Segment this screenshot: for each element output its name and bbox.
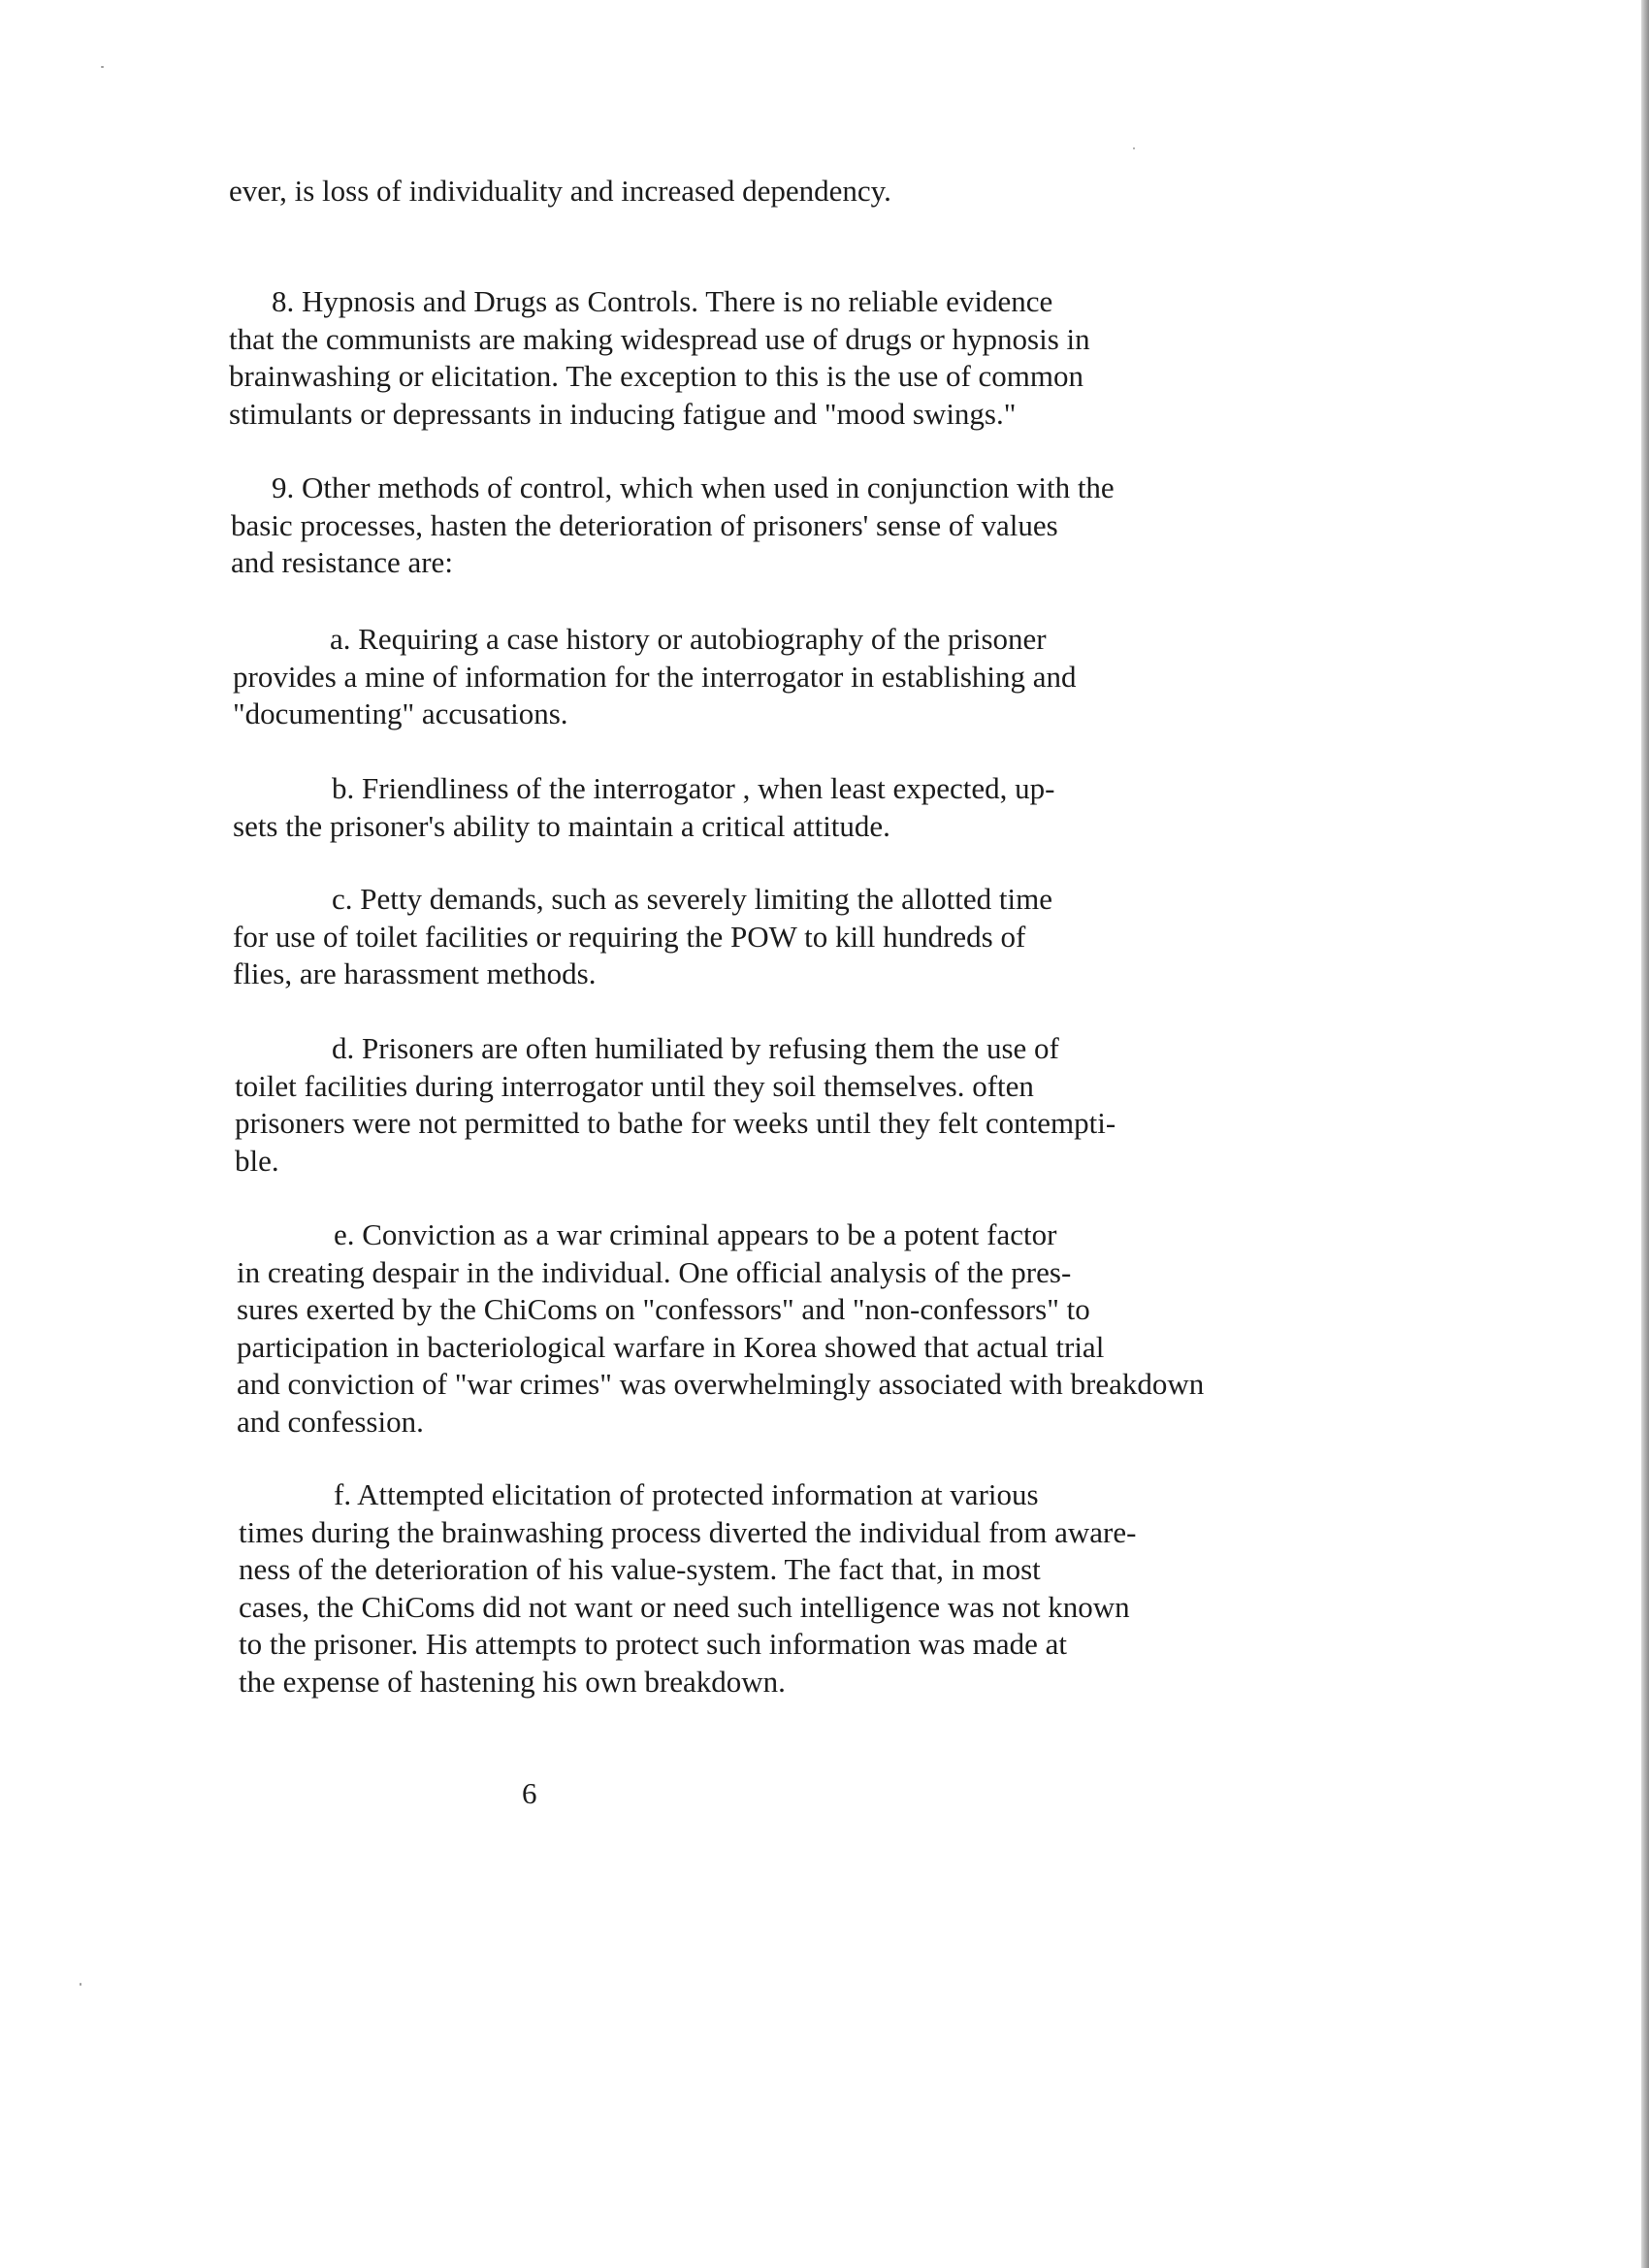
paragraph-item-9 bbox=[231, 470, 1115, 582]
text-line: 9. Other methods of control, which when used in conjunction with the bbox=[272, 470, 1115, 504]
text-line: ever, is loss of individuality and increased dependency. bbox=[229, 174, 891, 208]
text-line: 8. Hypnosis and Drugs as Controls. There is no reliable evidence bbox=[272, 284, 1053, 318]
text-line: and conviction of "war crimes" was overwhelmingly associated with breakdown bbox=[237, 1367, 1205, 1401]
text-line: that the communists are making widespread use of drugs or hypnosis in bbox=[229, 321, 1090, 356]
paragraph-item-9c bbox=[233, 881, 1052, 993]
scan-speck bbox=[1133, 147, 1135, 149]
text-line: for use of toilet facilities or requiring the POW to kill hundreds of bbox=[233, 919, 1026, 954]
paragraph-item-9d bbox=[235, 1030, 1116, 1180]
text-line: cases, the ChiComs did not want or need such intelligence was not known bbox=[239, 1589, 1130, 1624]
paragraph-item-8 bbox=[229, 283, 1090, 433]
text-line: prisoners were not permitted to bathe for weeks until they felt contempti- bbox=[235, 1106, 1116, 1140]
paragraph-item-9a bbox=[233, 621, 1077, 733]
paragraph-item-9b bbox=[233, 770, 1055, 845]
text-line: brainwashing or elicitation. The exception to this is the use of common bbox=[229, 359, 1084, 393]
text-line: times during the brainwashing process diverted the individual from aware- bbox=[239, 1514, 1137, 1549]
text-line: participation in bacteriological warfare in Korea showed that actual trial bbox=[237, 1329, 1105, 1364]
text-line: ble. bbox=[235, 1143, 279, 1178]
paragraph-item-9e bbox=[237, 1216, 1204, 1441]
text-line: a. Requiring a case history or autobiography of the prisoner bbox=[330, 622, 1047, 656]
text-line: "documenting" accusations. bbox=[233, 697, 568, 730]
paragraph-continuation bbox=[229, 173, 891, 211]
text-line: ness of the deterioration of his value-system. The fact that, in most bbox=[239, 1552, 1041, 1586]
text-line: sures exerted by the ChiComs on "confessors" and "non-confessors" to bbox=[237, 1292, 1090, 1326]
text-line: f. Attempted elicitation of protected information at various bbox=[334, 1477, 1039, 1511]
text-line: e. Conviction as a war criminal appears to be a potent factor bbox=[334, 1217, 1057, 1251]
text-line: d. Prisoners are often humiliated by refusing them the use of bbox=[332, 1031, 1059, 1065]
page-number: 6 bbox=[522, 1776, 537, 1810]
text-line: provides a mine of information for the interrogator in establishing and bbox=[233, 659, 1077, 694]
text-line: and confession. bbox=[237, 1404, 424, 1439]
text-line: flies, are harassment methods. bbox=[233, 956, 597, 990]
text-line: and resistance are: bbox=[231, 545, 453, 579]
scanned-page-edge bbox=[1641, 0, 1649, 2268]
text-line: basic processes, hasten the deterioration of prisoners' sense of values bbox=[231, 507, 1058, 542]
text-line: the expense of hastening his own breakdown. bbox=[239, 1664, 786, 1699]
text-line: to the prisoner. His attempts to protect such information was made at bbox=[239, 1627, 1068, 1661]
text-line: in creating despair in the individual. One official analysis of the pres- bbox=[237, 1254, 1072, 1289]
text-line: toilet facilities during interrogator until they soil themselves. often bbox=[235, 1068, 1034, 1103]
text-line: c. Petty demands, such as severely limiting the allotted time bbox=[332, 882, 1052, 916]
paragraph-item-9f bbox=[239, 1476, 1136, 1701]
scan-speck bbox=[80, 1983, 81, 1986]
text-line: b. Friendliness of the interrogator , when least expected, up- bbox=[332, 771, 1055, 805]
text-line: sets the prisoner's ability to maintain a critical attitude. bbox=[233, 808, 890, 843]
text-line: stimulants or depressants in inducing fatigue and "mood swings." bbox=[229, 396, 1017, 431]
scan-speck bbox=[101, 66, 104, 68]
